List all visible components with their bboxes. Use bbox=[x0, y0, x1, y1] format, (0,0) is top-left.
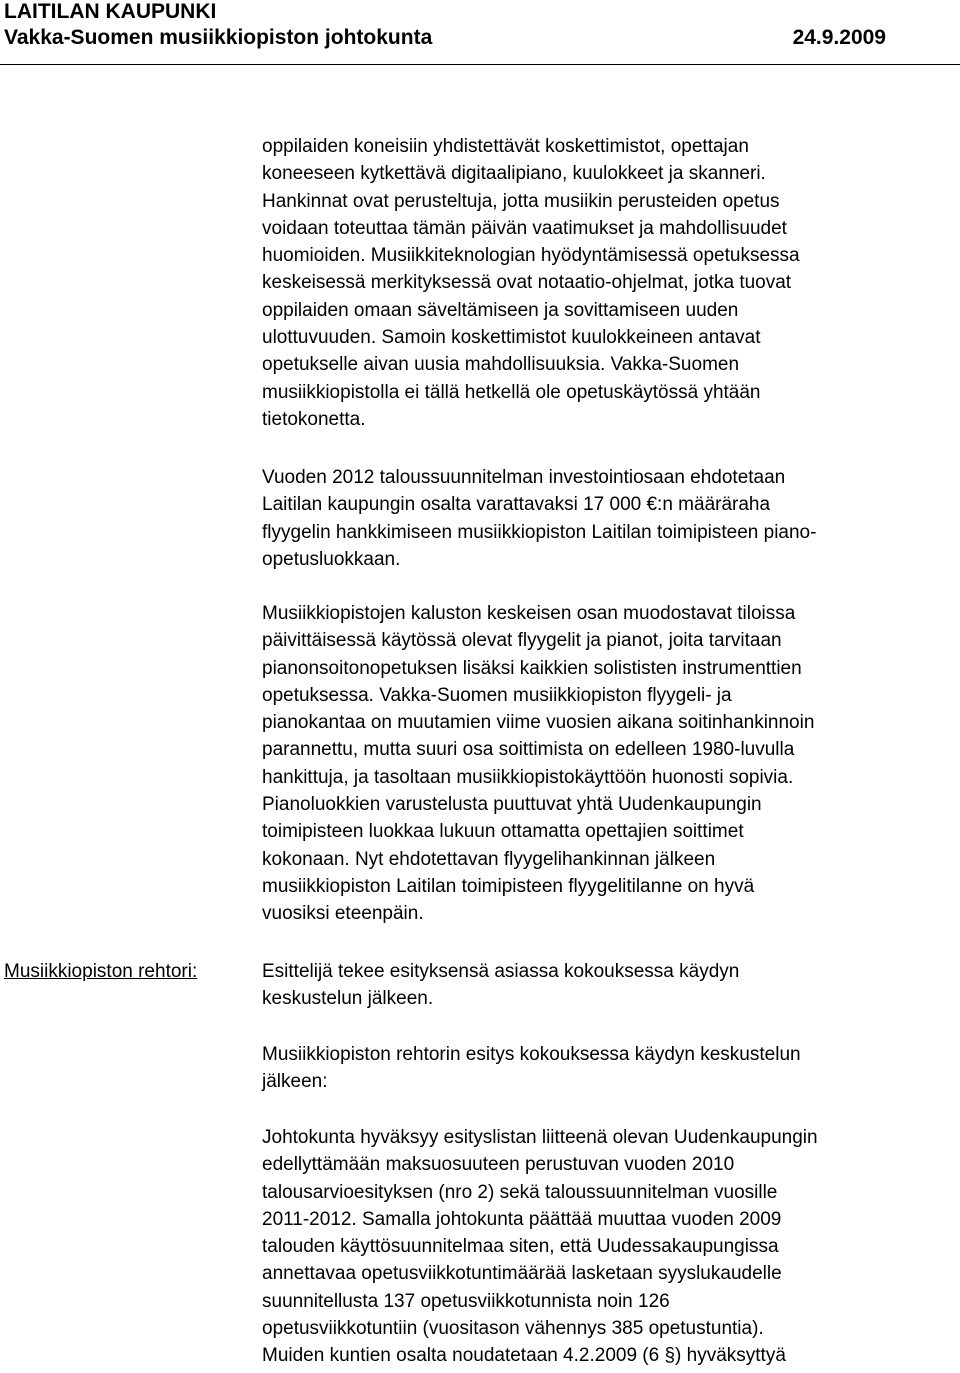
text-line: opetusluokkaan. bbox=[262, 548, 401, 570]
text-line: talouden käyttösuunnitelmaa siten, että Uudessakaupungissa bbox=[262, 1236, 779, 1258]
meeting-date: 24.9.2009 bbox=[792, 26, 886, 49]
committee-name: Vakka-Suomen musiikkiopiston johtokunta bbox=[4, 26, 433, 49]
text-line: Hankinnat ovat perusteltuja, jotta musiikin perusteiden opetus bbox=[262, 190, 780, 212]
text-line: pianonsoitonopetuksen lisäksi kaikkien solististen instrumenttien bbox=[262, 657, 802, 679]
rector-label: Musiikkiopiston rehtori: bbox=[4, 961, 198, 982]
paragraph-presenter-note bbox=[262, 958, 960, 1013]
paragraph-piano-inventory bbox=[262, 600, 960, 928]
text-line: keskustelun jälkeen. bbox=[262, 988, 434, 1010]
text-line: keskeisessä merkityksessä ovat notaatio-ohjelmat, jotka tuovat bbox=[262, 272, 792, 294]
text-line: musiikkiopiston Laitilan toimipisteen flyygelitilanne on hyvä bbox=[262, 875, 755, 897]
text-line: musiikkiopistolla ei tällä hetkellä ole opetuskäytössä yhtään bbox=[262, 381, 761, 403]
paragraph-rector-proposal bbox=[262, 1041, 960, 1096]
text-line: pianokantaa on muutamien viime vuosien aikana soitinhankinnoin bbox=[262, 712, 815, 734]
text-line: parannettu, mutta suuri osa soittimista on edelleen 1980-luvulla bbox=[262, 739, 795, 761]
paragraph-investment-2012 bbox=[262, 464, 960, 573]
text-line: 2011-2012. Samalla johtokunta päättää muuttaa vuoden 2009 bbox=[262, 1208, 782, 1230]
text-line: talousarvioesityksen (nro 2) sekä taloussuunnitelman vuosille bbox=[262, 1181, 778, 1203]
text-line: toimipisteen luokkaa lukuun ottamatta opettajien soittimet bbox=[262, 821, 744, 843]
text-line: päivittäisessä käytössä olevat flyygelit ja pianot, joita tarvitaan bbox=[262, 630, 782, 652]
text-line: opetusviikkotuntiin (vuositason vähennys 385 opetustuntia). bbox=[262, 1318, 764, 1340]
header-divider bbox=[0, 64, 960, 65]
text-line: Esittelijä tekee esityksensä asiassa kokouksessa käydyn bbox=[262, 961, 740, 982]
text-line: koneeseen kytkettävä digitaalipiano, kuulokkeet ja skanneri. bbox=[262, 163, 766, 185]
text-line: Muiden kuntien osalta noudatetaan 4.2.2009 (6 §) hyväksyttyä bbox=[262, 1345, 786, 1367]
text-line: vuosiksi eteenpäin. bbox=[262, 903, 424, 925]
text-line: flyygelin hankkimiseen musiikkiopiston Laitilan toimipisteen piano- bbox=[262, 521, 817, 543]
text-line: suunnitellusta 137 opetusviikkotunnista noin 126 bbox=[262, 1290, 670, 1312]
text-line: annettavaa opetusviikkotuntimäärää lasketaan syyslukaudelle bbox=[262, 1263, 782, 1285]
text-line: Johtokunta hyväksyy esityslistan liitteenä olevan Uudenkaupungin bbox=[262, 1127, 818, 1148]
organization-name: LAITILAN KAUPUNKI bbox=[4, 0, 217, 23]
text-line: Musiikkiopistojen kaluston keskeisen osan muodostavat tiloissa bbox=[262, 603, 796, 624]
text-line: jälkeen: bbox=[262, 1071, 328, 1093]
paragraph-board-decision bbox=[262, 1124, 960, 1370]
text-line: kokonaan. Nyt ehdotettavan flyygelihankinnan jälkeen bbox=[262, 848, 716, 870]
header-subrow bbox=[4, 24, 956, 52]
text-line: tietokonetta. bbox=[262, 408, 366, 430]
text-line: Vuoden 2012 taloussuunnitelman investointiosaan ehdotetaan bbox=[262, 467, 786, 488]
paragraph-computer-hardware bbox=[262, 133, 960, 433]
text-line: opetuksessa. Vakka-Suomen musiikkiopiston flyygeli- ja bbox=[262, 684, 732, 706]
text-line: oppilaiden omaan säveltämiseen ja sovittamiseen uuden bbox=[262, 299, 739, 321]
text-line: Laitilan kaupungin osalta varattavaksi 17 000 €:n määräraha bbox=[262, 494, 771, 516]
text-line: edellyttämään maksuosuuteen perustuvan vuoden 2010 bbox=[262, 1154, 735, 1176]
text-line: Pianoluokkien varustelusta puuttuvat yhtä Uudenkaupungin bbox=[262, 794, 762, 816]
text-line: voidaan toteuttaa tämän päivän vaatimukset ja mahdollisuudet bbox=[262, 217, 787, 239]
text-line: ulottuvuuden. Samoin koskettimistot kuulokkeineen antavat bbox=[262, 327, 761, 349]
text-line: huomioiden. Musiikkiteknologian hyödyntämisessä opetuksessa bbox=[262, 245, 800, 267]
text-line: opetukselle aivan uusia mahdollisuuksia. Vakka-Suomen bbox=[262, 354, 740, 376]
text-line: hankittuja, ja tasoltaan musiikkiopistokäyttöön huonosti sopivia. bbox=[262, 766, 794, 788]
document-header bbox=[4, 0, 956, 52]
text-line: oppilaiden koneisiin yhdistettävät koskettimistot, opettajan bbox=[262, 136, 749, 157]
text-line: Musiikkiopiston rehtorin esitys kokouksessa käydyn keskustelun bbox=[262, 1044, 801, 1065]
